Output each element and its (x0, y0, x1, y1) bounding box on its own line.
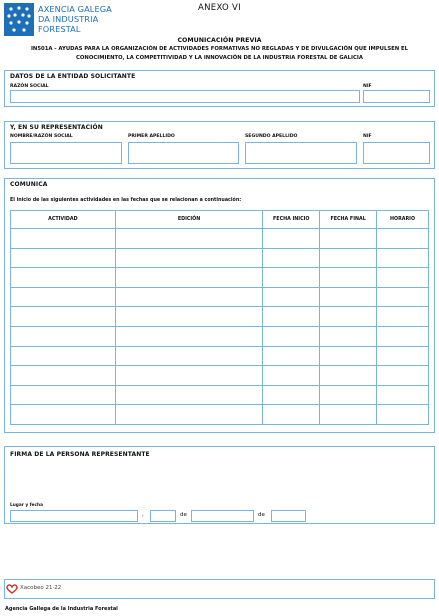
table-cell[interactable] (263, 366, 320, 386)
table-cell[interactable] (11, 229, 116, 249)
table-cell[interactable] (377, 405, 429, 425)
section-title: COMUNICA (10, 181, 48, 188)
nombre-label: NOMBRE/RAZÓN SOCIAL (10, 134, 73, 139)
table-cell[interactable] (115, 405, 263, 425)
table-cell[interactable] (377, 307, 429, 327)
table-cell[interactable] (11, 405, 116, 425)
lugar-fecha-label: Lugar y fecha (10, 503, 43, 508)
table-cell[interactable] (11, 307, 116, 327)
section-title: FIRMA DE LA PERSONA REPRESENTANTE (10, 451, 150, 458)
table-row (11, 405, 429, 425)
table-cell[interactable] (11, 346, 116, 366)
footer-organization: Agencia Gallega de la Industria Forestal (5, 606, 118, 612)
table-cell[interactable] (263, 229, 320, 249)
table-cell[interactable] (320, 307, 377, 327)
column-header-fecha-final: FECHA FINAL (320, 211, 377, 229)
table-cell[interactable] (320, 268, 377, 288)
table-cell[interactable] (320, 287, 377, 307)
table-cell[interactable] (377, 229, 429, 249)
primer-apellido-field[interactable] (128, 142, 239, 164)
table-cell[interactable] (263, 326, 320, 346)
de-text: de (180, 512, 187, 518)
table-cell[interactable] (263, 268, 320, 288)
table-row (11, 366, 429, 386)
section-title: DATOS DE LA ENTIDAD SOLICITANTE (10, 73, 136, 80)
table-cell[interactable] (320, 405, 377, 425)
table-cell[interactable] (377, 287, 429, 307)
table-cell[interactable] (115, 287, 263, 307)
section-title: Y, EN SU REPRESENTACIÓN (10, 124, 103, 131)
document-title: COMUNICACIÓN PREVIA (177, 37, 262, 44)
logo-line: DA INDUSTRIA (38, 14, 99, 24)
segundo-apellido-label: SEGUNDO APELLIDO (245, 134, 298, 139)
section-representacion (4, 121, 435, 169)
nombre-field[interactable] (10, 142, 122, 164)
table-cell[interactable] (263, 307, 320, 327)
xacobeo-text: Xacobeo 21·22 (20, 585, 62, 591)
table-row (11, 268, 429, 288)
month-field[interactable] (191, 510, 254, 522)
table-cell[interactable] (320, 385, 377, 405)
day-field[interactable] (150, 510, 176, 522)
comunica-intro: El inicio de las siguientes actividades en las fechas que se relacionan a continuación: (10, 198, 242, 203)
table-cell[interactable] (11, 385, 116, 405)
table-row (11, 307, 429, 327)
primer-apellido-label: PRIMER APELLIDO (128, 134, 175, 139)
table-cell[interactable] (115, 366, 263, 386)
lugar-field[interactable] (10, 510, 138, 522)
table-cell[interactable] (11, 287, 116, 307)
logo-line: AXENCIA GALEGA (38, 4, 112, 14)
table-cell[interactable] (320, 366, 377, 386)
table-cell[interactable] (115, 307, 263, 327)
razon-social-field[interactable] (10, 90, 360, 103)
footer-box (4, 579, 435, 599)
table-cell[interactable] (320, 326, 377, 346)
nif-label: NIF (363, 134, 372, 139)
table-cell[interactable] (320, 346, 377, 366)
table-row (11, 385, 429, 405)
table-cell[interactable] (11, 366, 116, 386)
nif-label: NIF (363, 84, 372, 89)
table-cell[interactable] (320, 248, 377, 268)
table-cell[interactable] (377, 346, 429, 366)
table-cell[interactable] (115, 326, 263, 346)
table-cell[interactable] (377, 366, 429, 386)
table-cell[interactable] (115, 385, 263, 405)
table-cell[interactable] (377, 385, 429, 405)
table-cell[interactable] (115, 229, 263, 249)
section-firma (4, 446, 435, 524)
table-row (11, 229, 429, 249)
table-cell[interactable] (377, 248, 429, 268)
table-row (11, 346, 429, 366)
logo-line: FORESTAL (38, 24, 81, 34)
table-row (11, 326, 429, 346)
column-header-fecha-inicio: FECHA INICIO (263, 211, 320, 229)
document-subtitle: IN501A - AYUDAS PARA LA ORGANIZACIÓN DE ACTIVIDADES FORMATIVAS NO REGLADAS Y DE DIVULGACIÓN QUE IMPULSEN EL CONOCIMIENTO, LA COMPETITIVIDAD Y LA INNOVACIÓN DE LA INDUSTRIA FORESTAL DE GALICIA (30, 46, 409, 61)
table-header-row (11, 211, 429, 229)
column-header-actividad: ACTIVIDAD (11, 211, 116, 229)
table-cell[interactable] (263, 248, 320, 268)
razon-social-label: RAZÓN SOCIAL (10, 84, 49, 89)
annex-label: ANEXO VI (198, 3, 241, 13)
table-cell[interactable] (11, 268, 116, 288)
table-cell[interactable] (263, 405, 320, 425)
table-cell[interactable] (115, 268, 263, 288)
table-cell[interactable] (11, 326, 116, 346)
column-header-edicion: EDICIÓN (115, 211, 263, 229)
table-body (11, 229, 429, 425)
table-row (11, 287, 429, 307)
segundo-apellido-field[interactable] (245, 142, 357, 164)
table-cell[interactable] (263, 287, 320, 307)
activities-table (10, 210, 429, 425)
table-cell[interactable] (11, 248, 116, 268)
table-cell[interactable] (263, 346, 320, 366)
column-header-horario: HORARIO (377, 211, 429, 229)
table-cell[interactable] (115, 248, 263, 268)
table-row (11, 248, 429, 268)
nif-field[interactable] (363, 142, 430, 164)
section-solicitante (4, 70, 435, 107)
table-cell[interactable] (377, 268, 429, 288)
table-cell[interactable] (320, 229, 377, 249)
comma-separator: , (142, 512, 144, 518)
year-field[interactable] (271, 510, 306, 522)
xacobeo-logo-icon (6, 584, 18, 594)
nif-field[interactable] (363, 90, 430, 103)
de-text: de (258, 512, 265, 518)
table-cell[interactable] (377, 326, 429, 346)
table-cell[interactable] (115, 346, 263, 366)
table-cell[interactable] (263, 385, 320, 405)
